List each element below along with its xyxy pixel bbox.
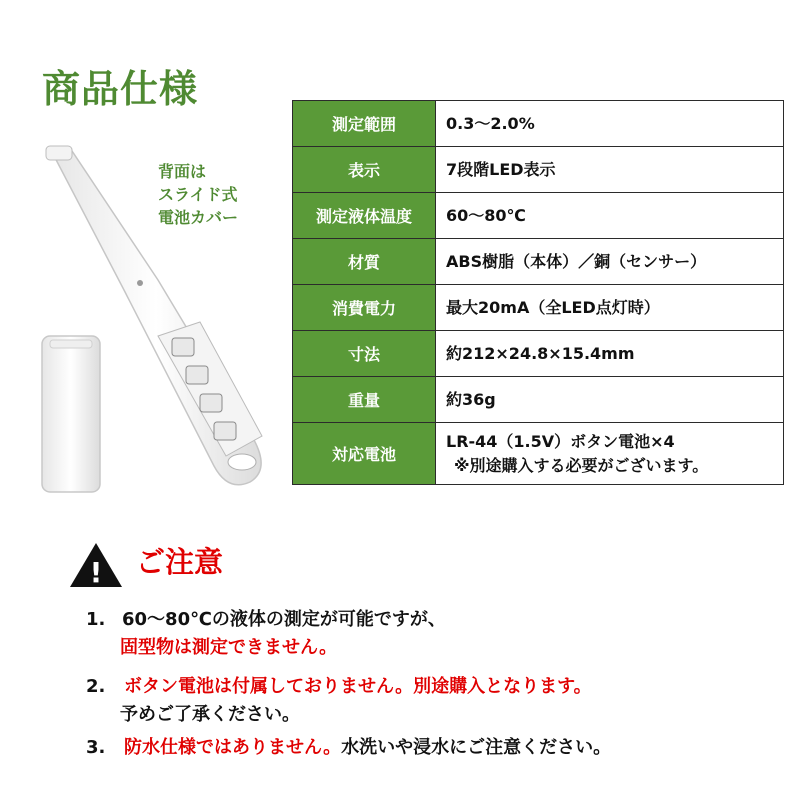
item-number: 1.: [86, 609, 106, 630]
spec-row: [293, 377, 784, 423]
spec-row: [293, 193, 784, 239]
item-line: 固型物は測定できません。: [120, 637, 338, 658]
spec-value-line: LR-44（1.5V）ボタン電池×4: [446, 431, 675, 451]
spec-row: [293, 239, 784, 285]
spec-value: 約36g: [436, 377, 784, 423]
spec-row: [293, 147, 784, 193]
spec-label: 消費電力: [293, 285, 436, 331]
spec-table: [292, 100, 784, 485]
note-line: 電池カバー: [158, 208, 239, 227]
item-line: ボタン電池は付属しておりません。別途購入となります。: [124, 676, 592, 697]
warning-item: [86, 606, 776, 662]
warning-icon: [68, 541, 124, 589]
item-number: 2.: [86, 676, 106, 697]
item-text-red: 防水仕様ではありません。: [124, 737, 342, 758]
spec-row: [293, 423, 784, 485]
warning-title: ご注意: [136, 545, 224, 579]
spec-label: 材質: [293, 239, 436, 285]
spec-value-line: ※別途購入する必要がございます。: [454, 455, 709, 475]
note-line: スライド式: [158, 185, 238, 204]
item-number: 3.: [86, 737, 106, 758]
spec-label: 測定範囲: [293, 101, 436, 147]
page-title: 商品仕様: [42, 67, 199, 111]
spec-value: 最大20mA（全LED点灯時）: [436, 285, 784, 331]
spec-value: 約212×24.8×15.4mm: [436, 331, 784, 377]
product-image: [30, 140, 290, 500]
spec-label: 重量: [293, 377, 436, 423]
item-line: 予めご了承ください。: [120, 704, 300, 725]
spec-row: [293, 285, 784, 331]
spec-value: ABS樹脂（本体）／銅（センサー）: [436, 239, 784, 285]
spec-label: 表示: [293, 147, 436, 193]
warning-item: [86, 673, 776, 729]
note-line: 背面は: [158, 162, 207, 181]
spec-value: [436, 423, 784, 485]
spec-value: 60〜80℃: [436, 193, 784, 239]
item-text: 水洗いや浸水にご注意ください。: [341, 737, 612, 758]
spec-label: 寸法: [293, 331, 436, 377]
spec-row: [293, 101, 784, 147]
spec-label: 測定液体温度: [293, 193, 436, 239]
item-line: 60〜80℃の液体の測定が可能ですが、: [122, 609, 446, 630]
spec-value: 0.3〜2.0%: [436, 101, 784, 147]
spec-value: 7段階LED表示: [436, 147, 784, 193]
warning-item: [86, 734, 786, 762]
warning-glyph: !: [89, 556, 103, 589]
spec-label: 対応電池: [293, 423, 436, 485]
spec-row: [293, 331, 784, 377]
